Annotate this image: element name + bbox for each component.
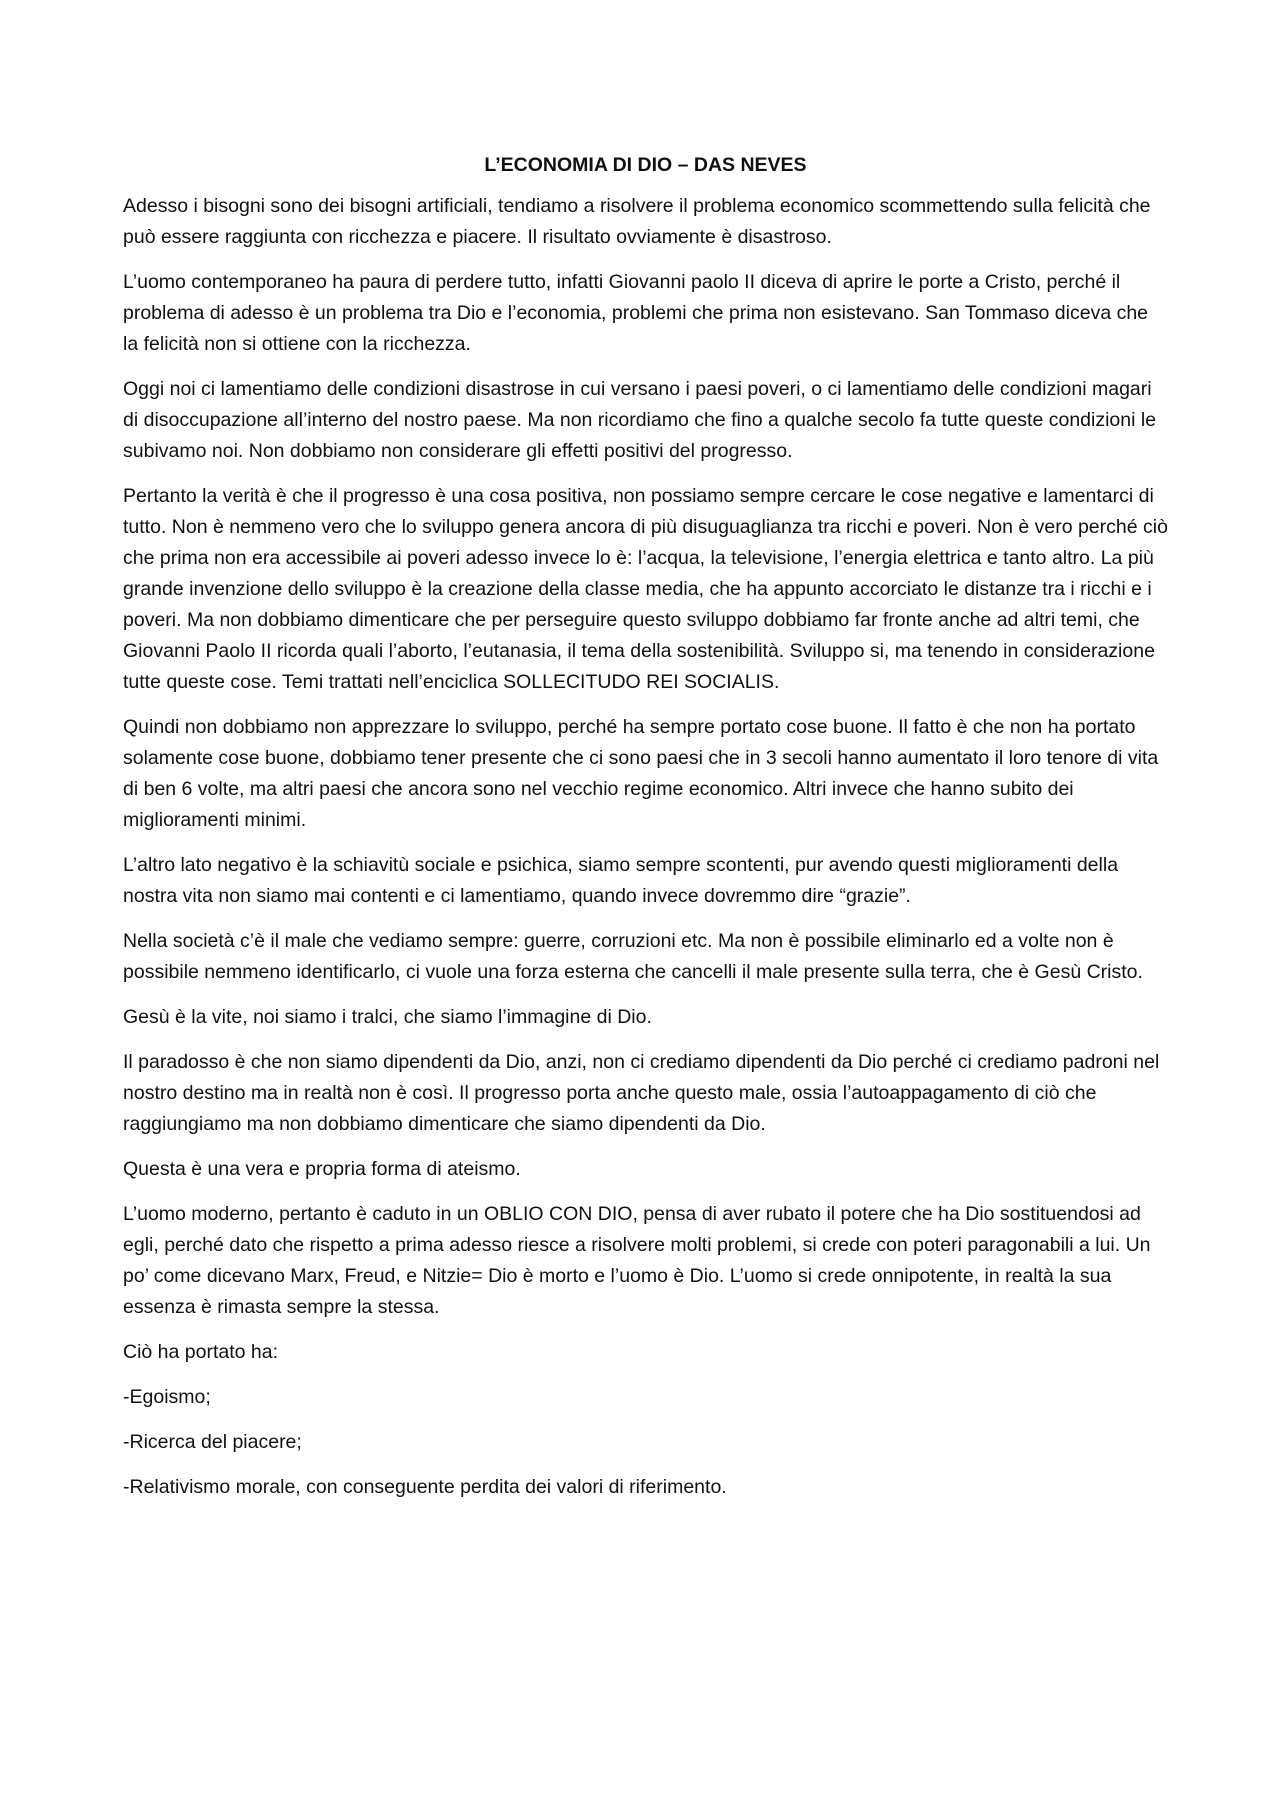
document-body [123, 150, 1168, 1517]
paragraph: Ciò ha portato ha: [123, 1341, 279, 1363]
paragraph: L’uomo moderno, pertanto è caduto in un OBLIO CON DIO, pensa di aver rubato il potere che ha Dio sostituendosi ad egli, perché dato che rispetto a prima adesso riesce a risolvere molti problemi, si crede con poteri paragonabili a lui. Un po’ come dicevano Marx, Freud, e Nitzie= Dio è morto e l’uomo è Dio. L’uomo si crede onnipotente, in realtà la sua essenza è rimasta sempre la stessa. [123, 1203, 1151, 1318]
list-item: -Ricerca del piacere; [123, 1431, 302, 1453]
paragraph: Gesù è la vite, noi siamo i tralci, che siamo l’immagine di Dio. [123, 1006, 652, 1028]
paragraph: Adesso i bisogni sono dei bisogni artificiali, tendiamo a risolvere il problema economico scommettendo sulla felicità che può essere raggiunta con ricchezza e piacere. Il risultato ovviamente è disastroso. [123, 195, 1151, 248]
paragraph: Quindi non dobbiamo non apprezzare lo sviluppo, perché ha sempre portato cose buone. Il fatto è che non ha portato solamente cose buone, dobbiamo tener presente che ci sono paesi che in 3 secoli hanno aumentato il loro tenore di vita di ben 6 volte, ma altri paesi che ancora sono nel vecchio regime economico. Altri invece che hanno subito dei miglioramenti minimi. [123, 716, 1159, 831]
paragraph: L’uomo contemporaneo ha paura di perdere tutto, infatti Giovanni paolo II diceva di aprire le porte a Cristo, perché il problema di adesso è un problema tra Dio e l’economia, problemi che prima non esistevano. San Tommaso diceva che la felicità non si ottiene con la ricchezza. [123, 271, 1149, 355]
document-title: L’ECONOMIA DI DIO – DAS NEVES [484, 154, 807, 176]
paragraph: L’altro lato negativo è la schiavitù sociale e psichica, siamo sempre scontenti, pur avendo questi miglioramenti della nostra vita non siamo mai contenti e ci lamentiamo, quando invece dovremmo dire “grazie”. [123, 854, 1119, 907]
paragraph: Nella società c’è il male che vediamo sempre: guerre, corruzioni etc. Ma non è possibile eliminarlo ed a volte non è possibile nemmeno identificarlo, ci vuole una forza esterna che cancelli il male presente sulla terra, che è Gesù Cristo. [123, 930, 1143, 983]
paragraph: Il paradosso è che non siamo dipendenti da Dio, anzi, non ci crediamo dipendenti da Dio perché ci crediamo padroni nel nostro destino ma in realtà non è così. Il progresso porta anche questo male, ossia l’autoappagamento di ciò che raggiungiamo ma non dobbiamo dimenticare che siamo dipendenti da Dio. [123, 1051, 1160, 1135]
paragraph: Pertanto la verità è che il progresso è una cosa positiva, non possiamo sempre cercare le cose negative e lamentarci di tutto. Non è nemmeno vero che lo sviluppo genera ancora di più disuguaglianza tra ricchi e poveri. Non è vero perché ciò che prima non era accessibile ai poveri adesso invece lo è: l’acqua, la televisione, l’energia elettrica e tanto altro. La più grande invenzione dello sviluppo è la creazione della classe media, che ha appunto accorciato le distanze tra i ricchi e i poveri. Ma non dobbiamo dimenticare che per perseguire questo sviluppo dobbiamo far fronte anche ad altri temi, che Giovanni Paolo II ricorda quali l’aborto, l’eutanasia, il tema della sostenibilità. Sviluppo si, ma tenendo in considerazione tutte queste cose. Temi trattati nell’enciclica SOLLECITUDO REI SOCIALIS. [123, 485, 1168, 693]
list-item: -Relativismo morale, con conseguente perdita dei valori di riferimento. [123, 1476, 727, 1498]
paragraph: Oggi noi ci lamentiamo delle condizioni disastrose in cui versano i paesi poveri, o ci lamentiamo delle condizioni magari di disoccupazione all’interno del nostro paese. Ma non ricordiamo che fino a qualche secolo fa tutte queste condizioni le subivamo noi. Non dobbiamo non considerare gli effetti positivi del progresso. [123, 378, 1157, 462]
paragraph: Questa è una vera e propria forma di ateismo. [123, 1158, 521, 1180]
list-item: -Egoismo; [123, 1386, 211, 1408]
